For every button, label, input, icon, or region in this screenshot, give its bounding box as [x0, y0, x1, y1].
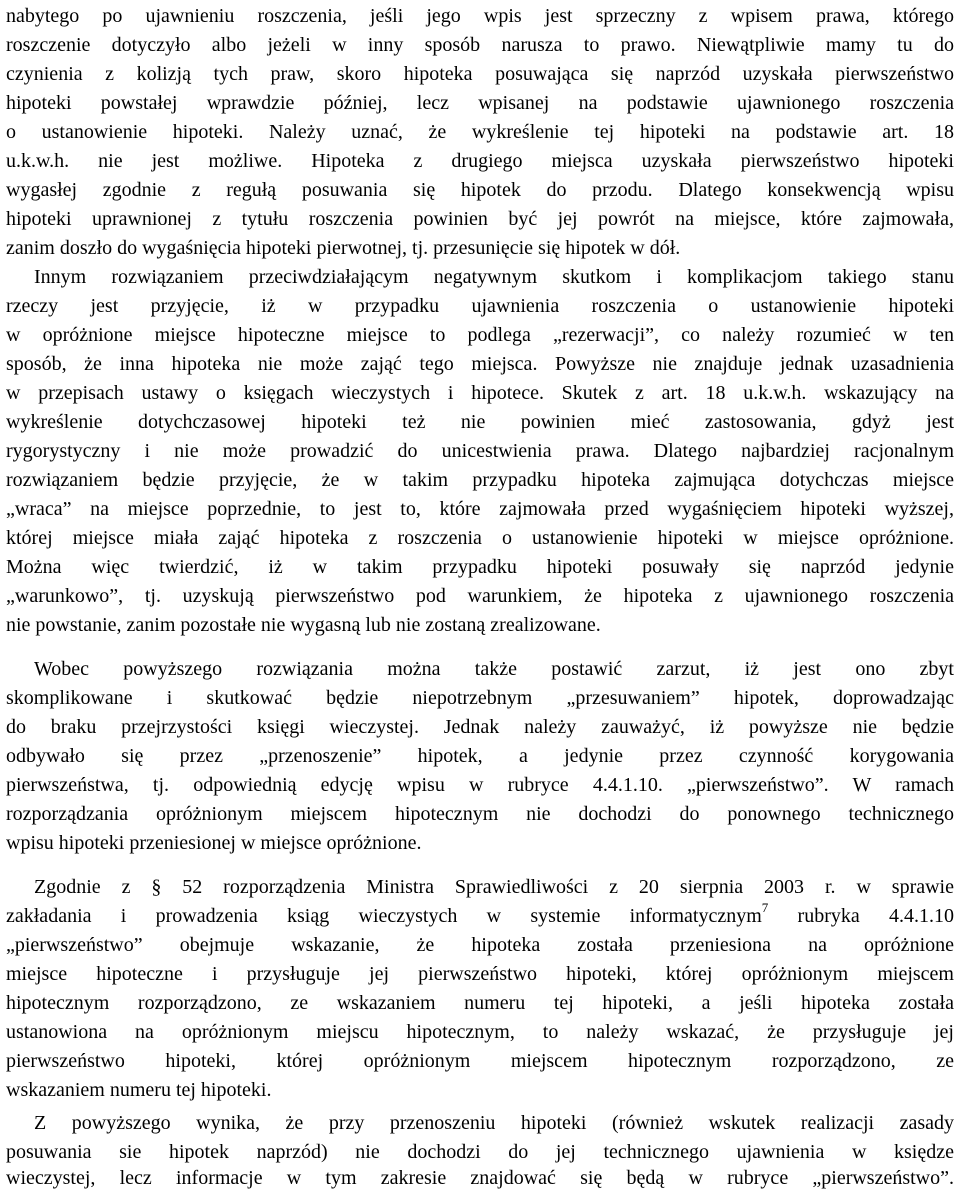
text-line: sposób, że inna hipoteka nie może zająć tego miejsca. Powyższe nie znajduje jednak uzasadnienia	[6, 353, 954, 375]
text-line: wykreślenie dotychczasowej hipoteki też nie powinien mieć zastosowania, gdyż jest	[6, 411, 954, 433]
paragraph-start-line: Innym rozwiązaniem przeciwdziałającym negatywnym skutkom i komplikacjom takiego stanu	[34, 266, 954, 288]
text-line: w przepisach ustawy o księgach wieczystych i hipotece. Skutek z art. 18 u.k.w.h. wskazujący na	[6, 382, 954, 404]
text-line-with-footnote	[6, 900, 954, 932]
text-line: rozporządzania opróżnionym miejscem hipotecznym nie dochodzi do ponownego technicznego	[6, 803, 954, 825]
paragraph-start-line: Zgodnie z § 52 rozporządzenia Ministra Sprawiedliwości z 20 sierpnia 2003 r. w sprawie	[34, 876, 954, 898]
text-line: nabytego po ujawnieniu roszczenia, jeśli jego wpis jest sprzeczny z wpisem prawa, którego	[6, 5, 954, 27]
footnote-reference[interactable]: 7	[761, 900, 769, 916]
text-line: wpisu hipoteki przeniesionej w miejsce opróżnione.	[6, 832, 422, 854]
text-line: miejsce hipoteczne i przysługuje jej pierwszeństwo hipoteki, której opróżnionym miejscem	[6, 963, 954, 985]
text-line: posuwania sie hipotek naprzód) nie dochodzi do jej technicznego ujawnienia w księdze	[6, 1141, 954, 1163]
text-line: wieczystej, lecz informacje w tym zakresie znajdować się będą w rubryce „pierwszeństwo”.	[6, 1167, 954, 1189]
text-line: o ustanowienie hipoteki. Należy uznać, że wykreślenie tej hipoteki na podstawie art. 18	[6, 121, 954, 143]
text-line: „pierwszeństwo” obejmuje wskazanie, że hipoteka została przeniesiona na opróżnione	[6, 934, 954, 956]
text-line: odbywało się przez „przenoszenie” hipotek, a jedynie przez czynność korygowania	[6, 745, 954, 767]
text-line: „warunkowo”, tj. uzyskują pierwszeństwo pod warunkiem, że hipoteka z ujawnionego roszczenia	[6, 585, 954, 607]
text-line: ustanowiona na opróżnionym miejscu hipotecznym, to należy wskazać, że przysługuje jej	[6, 1021, 954, 1043]
text-line: hipotecznym rozporządzono, ze wskazaniem numeru tej hipoteki, a jeśli hipoteka została	[6, 992, 954, 1014]
text-line: do braku przejrzystości księgi wieczystej. Jednak należy zauważyć, iż powyższe nie będzie	[6, 716, 954, 738]
text-line: w opróżnione miejsce hipoteczne miejsce to podlega „rezerwacji”, co należy rozumieć w ten	[6, 324, 954, 346]
text-line: skomplikowane i skutkować będzie niepotrzebnym „przesuwaniem” hipotek, doprowadzając	[6, 687, 954, 709]
text-segment: rubryka 4.4.1.10	[768, 905, 954, 927]
text-line: hipoteki powstałej wprawdzie później, lecz wpisanej na podstawie ujawnionego roszczenia	[6, 92, 954, 114]
text-line: hipoteki uprawnionej z tytułu roszczenia powinien być jej powrót na miejsce, które zajmowała,	[6, 208, 954, 230]
text-line: roszczenie dotyczyło albo jeżeli w inny sposób narusza to prawo. Niewątpliwie mamy tu do	[6, 34, 954, 56]
text-line: Można więc twierdzić, iż w takim przypadku hipoteki posuwały się naprzód jedynie	[6, 556, 954, 578]
paragraph-start-line: Wobec powyższego rozwiązania można także postawić zarzut, iż jest ono zbyt	[34, 658, 954, 680]
text-line: wygasłej zgodnie z regułą posuwania się hipotek do przodu. Dlatego konsekwencją wpisu	[6, 179, 954, 201]
text-line: nie powstanie, zanim pozostałe nie wygasną lub nie zostaną zrealizowane.	[6, 614, 601, 636]
text-line: czynienia z kolizją tych praw, skoro hipoteka posuwająca się naprzód uzyskała pierwszeństwo	[6, 63, 954, 85]
text-line: zanim doszło do wygaśnięcia hipoteki pierwotnej, tj. przesunięcie się hipotek w dół.	[6, 237, 681, 259]
text-line: u.k.w.h. nie jest możliwe. Hipoteka z drugiego miejsca uzyskała pierwszeństwo hipoteki	[6, 150, 954, 172]
text-line: pierwszeństwo hipoteki, której opróżnionym miejscem hipotecznym rozporządzono, ze	[6, 1050, 954, 1072]
text-line: rozwiązaniem będzie przyjęcie, że w takim przypadku hipoteka zajmująca dotychczas miejsce	[6, 469, 954, 491]
text-line: „wraca” na miejsce poprzednie, to jest to, które zajmowała przed wygaśnięciem hipoteki wyższej,	[6, 498, 954, 520]
text-line: rygorystyczny i nie może prowadzić do unicestwienia prawa. Dlatego najbardziej racjonalnym	[6, 440, 954, 462]
text-line: wskazaniem numeru tej hipoteki.	[6, 1079, 272, 1101]
text-line: rzeczy jest przyjęcie, iż w przypadku ujawnienia roszczenia o ustanowienie hipoteki	[6, 295, 954, 317]
text-segment: zakładania i prowadzenia ksiąg wieczystych w systemie informatycznym	[6, 905, 762, 927]
text-line: pierwszeństwa, tj. odpowiednią edycję wpisu w rubryce 4.4.1.10. „pierwszeństwo”. W ramach	[6, 774, 954, 796]
paragraph-start-line: Z powyższego wynika, że przy przenoszeniu hipoteki (również wskutek realizacji zasady	[34, 1112, 954, 1134]
text-line: której miejsce miała zająć hipoteka z roszczenia o ustanowienie hipoteki w miejsce opróżnione.	[6, 527, 954, 549]
